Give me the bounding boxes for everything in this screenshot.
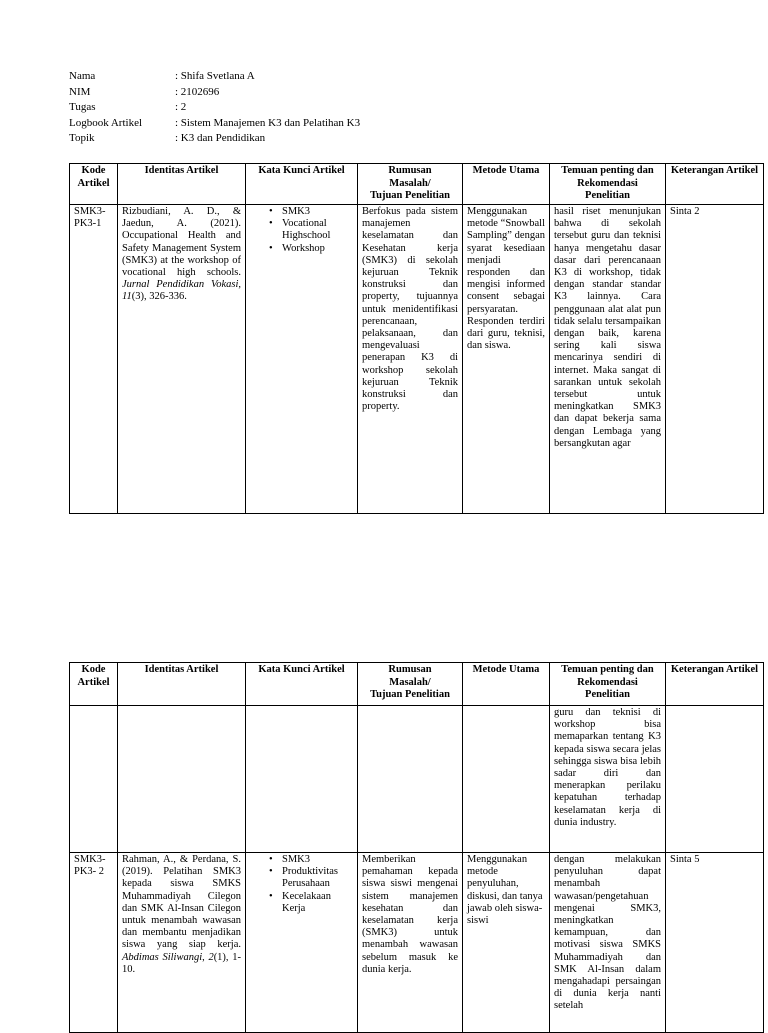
cell-keywords (246, 706, 358, 853)
header-temuan (550, 663, 666, 706)
table-row (70, 205, 764, 514)
cell-metode: Menggunakan metode “Snowball Sampling” dengan syarat kesediaan menjadi responden dan mengisi informed consent sebagai persyaratan. Responden terdiri dari guru, teknisi, dan siswa. (463, 205, 550, 514)
header-rumusan-line: Tujuan Penelitian (370, 689, 450, 700)
cell-keterangan (666, 706, 764, 853)
citation-pages: (1), 1-10. (122, 951, 241, 975)
header-rumusan-line: Rumusan (388, 165, 432, 176)
cell-keywords (246, 205, 358, 514)
keyword-list (266, 854, 353, 915)
cell-kode: SMK3-PK3- 2 (70, 853, 118, 1033)
header-kode: Kode Artikel (70, 164, 118, 205)
cell-identitas (118, 205, 246, 514)
cell-rumusan: Berfokus pada sistem manajemen keselamatan dan Kesehatan kerja (SMK3) di sekolah kejuruan Teknik konstruksi dan property, tujuannya untuk menidentifikasi perencanaan, pelaksanaan, dan mengevaluasi penerapan K3 di workshop sekolah kejuruan Teknik konstruksi dan property. (358, 205, 463, 514)
table-header-row (70, 164, 764, 205)
citation-text: Rahman, A., & Perdana, S. (2019). Pelatihan SMK3 kepada siswa SMKS Muhammadiyah Cilegon dan SMK Al-Insan Cilegon untuk menambah wawasan dan membantu menjadikan siswa yang siap kerja. (122, 854, 241, 951)
header-temuan-line: Rekomendasi (577, 177, 638, 189)
temuan-text: guru dan teknisi di workshop bisa memaparkan tentang K3 kepada siswa secara jelas sehingga siswa bisa lebih sadar diri dan menerapkan perilaku kepatuhan terhadap keselamatan kerja di dunia industry. (554, 707, 661, 828)
cell-rumusan: Memberikan pemahaman kepada siswa siswi mengenai sistem manajemen kesehatan dan keselamatan kerja (SMK3) untuk menambah wawasan sebelum masuk ke dunia kerja. (358, 853, 463, 1033)
meta-label: Tugas (69, 101, 96, 113)
header-kode: Kode Artikel (70, 663, 118, 706)
meta-value: : Sistem Manajemen K3 dan Pelatihan K3 (175, 116, 361, 129)
cell-metode: Menggunakan metode penyuluhan, diskusi, dan tanya jawab oleh siswa-siswi (463, 853, 550, 1033)
cell-identitas (118, 706, 246, 853)
cell-metode (463, 706, 550, 853)
header-temuan-line: Temuan penting dan (561, 664, 654, 675)
keyword-item: • Kecelakaan Kerja (280, 891, 353, 915)
header-rumusan-line: Masalah/ (389, 177, 431, 189)
keyword-item: • Produktivitas Perusahaan (280, 866, 353, 890)
header-identitas: Identitas Artikel (118, 164, 246, 205)
meta-row-nim (69, 85, 360, 101)
citation-journal: Abdimas Siliwangi (122, 951, 203, 963)
meta-row-tugas (69, 100, 360, 116)
meta-value: : 2 (175, 101, 187, 113)
header-temuan-line: Penelitian (585, 689, 630, 700)
header-keterangan: Keterangan Artikel (666, 164, 764, 205)
header-rumusan-line: Masalah/ (389, 676, 431, 688)
keyword-item: • Vocational Highschool (280, 218, 353, 242)
temuan-text: dengan melakukan penyuluhan dapat menambah wawasan/pengetahuan mengenai SMK3, meningkatkan kemampuan, dan motivasi siswa SMKS Muhammadiyah dan SMK Al-Insan dalam mengahadapi persaingan di dunia kerja nanti setelah (554, 854, 661, 1012)
citation-volume: 11 (122, 291, 132, 303)
header-rumusan-line: Tujuan Penelitian (370, 190, 450, 201)
citation-volume: 2 (208, 951, 214, 963)
logbook-table (69, 163, 764, 514)
citation-separator: , (202, 951, 209, 963)
header-identitas: Identitas Artikel (118, 663, 246, 706)
meta-label: NIM (69, 85, 91, 98)
header-kata-kunci: Kata Kunci Artikel (246, 164, 358, 205)
cell-kode (70, 706, 118, 853)
keyword-item: • SMK3 (280, 854, 353, 866)
cell-keterangan: Sinta 5 (666, 853, 764, 1033)
cell-kode: SMK3-PK3-1 (70, 205, 118, 514)
keyword-list (266, 206, 353, 255)
meta-label: Topik (69, 132, 95, 144)
header-metode: Metode Utama (463, 164, 550, 205)
header-temuan-line: Rekomendasi (577, 676, 638, 688)
cell-rumusan (358, 706, 463, 853)
table-row (70, 853, 764, 1033)
table-row-continued (70, 706, 764, 853)
logbook-table (69, 662, 764, 1033)
meta-label: Nama (69, 70, 96, 82)
meta-value: : K3 dan Pendidikan (175, 132, 266, 144)
cell-keywords (246, 853, 358, 1033)
cell-keterangan: Sinta 2 (666, 205, 764, 514)
header-temuan-line: Temuan penting dan (561, 165, 654, 176)
meta-row-logbook (69, 116, 360, 132)
header-rumusan-line: Rumusan (388, 664, 432, 675)
header-temuan (550, 164, 666, 205)
keyword-item: • Workshop (280, 243, 353, 255)
cell-identitas (118, 853, 246, 1033)
header-rumusan (358, 663, 463, 706)
citation-separator: , (238, 279, 241, 291)
temuan-text: hasil riset menunjukan bahwa di sekolah tersebut guru dan teknisi hanya mengetahu dasar dasar dari perencanaan K3 di workshop, tidak dengan standar standar K3 lainnya. Cara penggunaan alat alat pun tidak selalu tersampaikan dengan baik, karena sering kali siswa mencarinya sendiri di internet. Maka sangat di sarankan untuk sekolah tersebut untuk meningkatkan SMK3 dan dapat bekerja sama dengan Lembaga yang bersangkutan agar (554, 206, 661, 449)
keyword-item: • SMK3 (280, 206, 353, 218)
document-metadata (69, 69, 360, 147)
meta-row-topik (69, 131, 360, 147)
cell-temuan (550, 706, 666, 853)
citation-text: Rizbudiani, A. D., & Jaedun, A. (2021). Occupational Health and Safety Management System (SMK3) at the workshop of vocational high schools. (122, 206, 241, 279)
meta-value: : Shifa Svetlana A (175, 70, 255, 82)
citation-pages: (3), 326-336. (131, 291, 187, 303)
header-kata-kunci: Kata Kunci Artikel (246, 663, 358, 706)
cell-temuan (550, 205, 666, 514)
cell-temuan (550, 853, 666, 1033)
meta-row-nama (69, 69, 360, 85)
table-header-row (70, 663, 764, 706)
header-rumusan (358, 164, 463, 205)
meta-value: : 2102696 (175, 85, 220, 98)
meta-label: Logbook Artikel (69, 116, 143, 129)
header-keterangan: Keterangan Artikel (666, 663, 764, 706)
citation-journal: Jurnal Pendidikan Vokasi (122, 279, 239, 291)
header-metode: Metode Utama (463, 663, 550, 706)
header-temuan-line: Penelitian (585, 190, 630, 201)
